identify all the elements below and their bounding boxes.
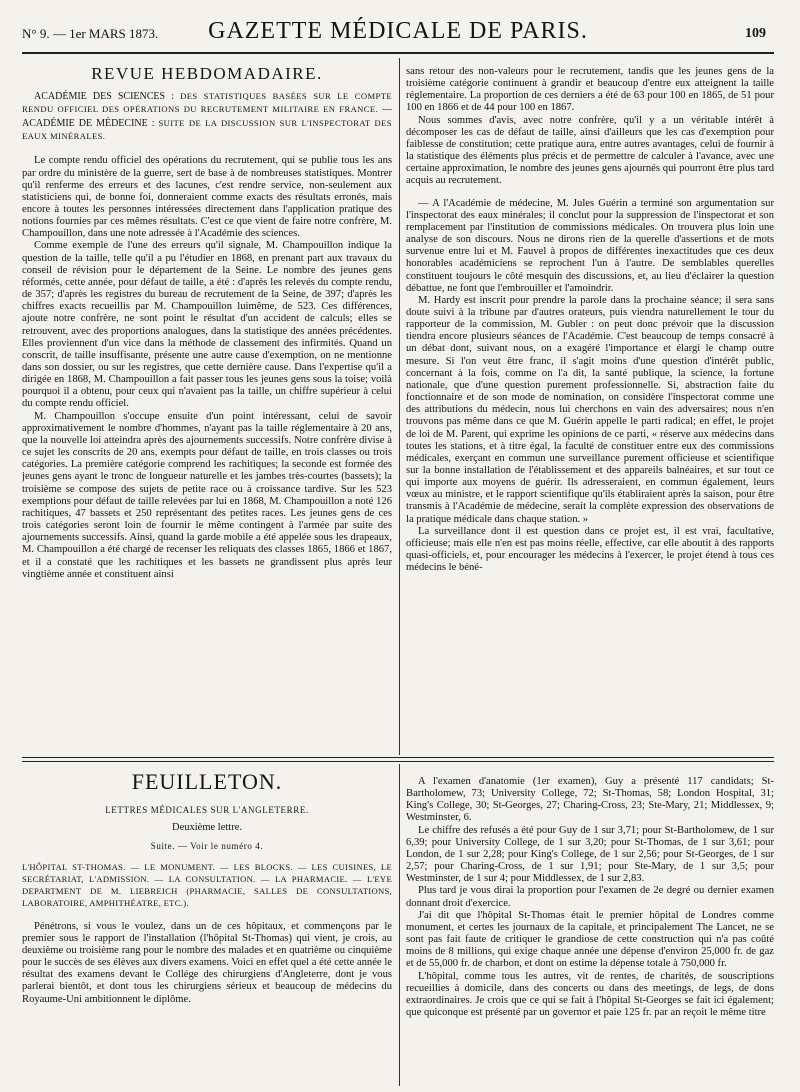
- revue-left-column: [22, 66, 392, 754]
- summary-eaux-minerales: SUITE DE LA DISCUSSION SUR L'INSPECTORAT DES EAUX MINÉRALES.: [22, 117, 392, 142]
- column-divider: [399, 58, 400, 755]
- paragraph: — A l'Académie de médecine, M. Jules Guérin a terminé son argumentation sur l'inspectorat des eaux minérales; il conclut pour la suppression de l'inspectorat et son remplacement par l'institution de commissions médicales. On trouvera plus loin une analyse de son discours. Nous ne dirons rien de la querelle d'assertions et de mots survenue entre lui et M. Fauvel à propos de différentes inexactitudes que ces deux honorables académiciens se reprochent l'un à l'autre. De semblables querelles constituent toujours le côté mesquin des discussions, et, au lieu d'éclairer la question débattue, ne font que l'embrouiller et l'amoindrir.: [406, 197, 774, 294]
- paragraph: L'hôpital, comme tous les autres, vit de rentes, de charités, de souscriptions recueillies à domicile, dans des concerts ou dans des meetings, de legs, de dons extraordinaires. Je crois que ce qui se fait à l'hôpital St-Georges se fait ici également; que quiconque est présenté par un governor et paie 125 fr. par an reçoit le même titre: [406, 970, 774, 1018]
- summary-academie-medecine: — ACADÉMIE DE MÉDECINE :: [22, 104, 392, 129]
- feuilleton-summary: L'HÔPITAL ST-THOMAS. — LE MONUMENT. — LES BLOCKS. — LES CUISINES, LE SECRÉTARIAT, L'ADMISSION. — LA CONSULTATION. — LA PHARMACIE. — L'EYE DEPARTMENT DE M. LIEBREICH (PHARMACIE, SALLES DE CONSULTATIONS, LABORATOIRE, AMPHITHÉATRE, ETC.).: [22, 861, 392, 908]
- revue-right-column: [406, 66, 774, 754]
- revue-title: REVUE HEBDOMADAIRE.: [91, 66, 323, 83]
- paragraph: Le chiffre des refusés a été pour Guy de 1 sur 3,71; pour St-Bartholomew, de 1 sur 6,39; pour University College, de 1 sur 3,20; pour St-Thomas, de 1 sur 3,61; pour London, de 1 sur 2,28; pour King's College, de 1 sur 2,56; pour St-Georges, de 1 sur 2,57; pour Charing-Cross, de 1 sur 1,91; pour Ste-Mary, de 1 sur 3,5; pour Westminster, de 1 sur 4; pour Middlessex, de 1 sur 2,83.: [406, 824, 774, 885]
- feuilleton-rule: [22, 757, 774, 758]
- letter-number: Deuxième lettre.: [172, 822, 242, 834]
- paragraph: M. Champouillon s'occupe ensuite d'un point intéressant, celui de savoir approximativement le nombre d'hommes, n'ayant pas la taille réglementaire à 20 ans, que la nouvelle loi atteindra après des ajournements successifs. Notre confrère divise à ce sujet les conscrits de 20 ans, exempts pour défaut de taille, en trois classes ou trois catégories. La première catégorie comprend les rachitiques; la seconde est formée des jeunes gens ayant le tronc de longueur naturelle et les jambes très-courtes (bassets); la troisième se compose des sujets de petite race ou à croissance tardive. Sur les 523 exemptions pour défaut de taille relevées par lui en 1868, M. Champouillon a noté 126 rachitiques, 47 bassets et 250 représentant des petites races. Les jeunes gens de ces trois catégories seront loin de fournir le même contingent à l'armée par suite des ajournements successifs. Ainsi, quand la garde mobile a été appelée sous les drapeaux, M. Champouillon a été chargé de recenser les reliquats des classes 1865, 1866 et 1867, et il a constaté que les rachitiques et les bassets ne grandissent plus après leur vingtième année et constituent ainsi: [22, 410, 392, 580]
- feuilleton-rule-double: [22, 761, 774, 762]
- paragraph: Le compte rendu officiel des opérations du recrutement, qui se publie tous les ans par ordre du ministère de la guerre, sert de base à de nombreuses statistiques. Montrer qu'il renferme des erreurs et des lacunes, c'est rendre service, non-seulement aux statisticiens qui, de bonne foi, donneraient comme exacts des résultats erronés, mais encore à toutes les personnes intéressées directement dans l'application pratique des notions fournies par ces mêmes résultats. C'est ce que vient de faire notre confrère, M. Champouillon, dans une note adressée à l'Académie des sciences.: [22, 155, 392, 240]
- header-rule: [22, 52, 774, 54]
- paragraph: Pénétrons, si vous le voulez, dans un de ces hôpitaux, et commençons par le premier sous le rapport de l'installation (l'hôpital St-Thomas) qui vient, je crois, au deuxième ou troisième rang pour le nombre des malades et en quatrième ou cinquième pour le succès de ses élèves aux divers examens. Voici en effet quel a été cette année le résultat des examens devant le Collége des chirurgiens d'Angleterre, dont je vous parlerai bientôt, et dont tous les chirurgiens sérieux et beaucoup de médecins du Royaume-Uni ambitionnent le diplôme.: [22, 920, 392, 1005]
- paragraph: Comme exemple de l'une des erreurs qu'il signale, M. Champouillon indique la question de la taille, telle qu'il a pu l'étudier en 1868, en prenant part aux travaux du conseil de révision pour le département de la Seine. Le nombre des jeunes gens réformés, cette année, pour défaut de taille, a été : d'après les relevés du compte rendu, de 357; d'après les registres du bureau de recrutement de la Seine, de 397; d'après les chiffres exacts recueillis par M. Champouillon luimême, de 523. Ces différences, ajoute notre confrère, ne sont point le résultat d'un accident de calculs; elles se retrouvent, avec des proportions analogues, dans la statistique des années précédentes. Elles proviennent d'un vice dans la méthode de classement des infirmités. Quand un conscrit, de taille insuffisante, présente une autre cause d'exemption, on ne mentionne dans son dossier, ou sur les registres, que cette dernière cause. Dans l'expertise qu'il a dirigée en 1868, M. Champouillon a fait passer tous les jeunes gens sous la toise; voilà pourquoi il a obtenu, pour ceux qui n'avaient pas la taille, un chiffre supérieur à celui du compte rendu officiel.: [22, 240, 392, 410]
- paragraph: M. Hardy est inscrit pour prendre la parole dans la prochaine séance; il sera sans doute suivi à la tribune par d'autres orateurs, puis viendra naturellement le tour du rapporteur de la commission, M. Gubler : on peut donc prévoir que la discussion tiendra encore plusieurs séances de l'Académie. C'est beaucoup de temps consacré à un débat dont, suivant nous, on a exagéré l'importance et élargi le champ outre mesure. Si l'on veut être franc, il s'agit moins d'une question d'intérêt public, concernant à la fois, comme on l'a dit, la santé publique, la science, la fortune nationale, que d'une question purement professionnelle. Si, abstraction faite du fonctionnaire et de son mode de nomination, on considère l'inspectorat comme une des attributions du médecin, nous lui cherchons en vain des adversaires; nous n'en trouvons pas même dans ce que M. Guérin appelle le parti radical; en effet, le projet de loi de M. Parent, qui exprime les opinions de ce parti, « réserve aux médecins dans toutes les stations, et à titre égal, la faculté de constituer entre eux des commissions médicales, exerçant en commun une surveillance purement officieuse et scientifique sur la bonne installation de l'établissement et des appareils balnéaires, et sur tout ce qui importe aux moyens de guérir. Ils adresseraient, en commun également, leurs vœux au ministre, et le rapport scientifique qu'ils établiraient après la saison, pour être transmis à l'Académie de médecine, serait la complète expression des observations de la pratique médicale dans chaque station. »: [406, 294, 774, 525]
- continuation-note: Suite. — Voir le numéro 4.: [150, 841, 264, 852]
- page-number: 109: [745, 26, 766, 41]
- revue-summary: [22, 90, 392, 143]
- paragraph: Nous sommes d'avis, avec notre confrère, qu'il y a un véritable intérêt à décomposer les cas de défaut de taille, ainsi d'ailleurs que les cas d'exemption pour faiblesse de constitution; cette pratique aura, entre autres avantages, celui de fournir à la statistique des éléments plus précis et de permettre de calculer à l'avance, avec une certaine approximation, le nombre des jeunes gens ajournés qui pourront être plus tard acquis au recrutement.: [406, 114, 774, 187]
- journal-title: GAZETTE MÉDICALE DE PARIS.: [208, 18, 588, 44]
- summary-academie-sciences: ACADÉMIE DES SCIENCES :: [34, 91, 181, 103]
- issue-date: N° 9. — 1er MARS 1873.: [22, 26, 159, 41]
- paragraph: J'ai dit que l'hôpital St-Thomas était le premier hôpital de Londres comme monument, et certes les journaux de la capitale, et principalement The Lancet, ne se sont pas fait faute de critiquer le grandiose de cette construction qui n'a pas coûté moins de 8 millions, qui exige chaque année une dépense d'environ 25,000 fr. de gaz et de 55,000 fr. de charbon, et dont on estime la dépense totale à 750,000 fr.: [406, 909, 774, 970]
- masthead: [22, 14, 774, 50]
- column-divider: [399, 764, 400, 1086]
- feuilleton-right-column: [406, 776, 774, 1088]
- paragraph: La surveillance dont il est question dans ce projet est, il est vrai, facultative, officieuse; mais elle n'en est pas moins réelle, effective, car elle aboutit à des rapports quasi-officiels, et, pour encourager les médecins à l'exercer, le projet étend à tous ces médecins le béné-: [406, 525, 774, 574]
- paragraph: Plus tard je vous dirai la proportion pour l'examen de 2e degré ou dernier examen donnant droit d'exercice.: [406, 885, 774, 909]
- paragraph: sans retour des non-valeurs pour le recrutement, tandis que les jeunes gens de la troisième catégorie continuent à grandir et beaucoup d'entre eux atteignent la taille réglementaire. La proportion de ces derniers a été de 63 pour 100 en 1865, de 51 pour 100 en 1866 et de 44 pour 100 en 1867.: [406, 66, 774, 114]
- feuilleton-title: FEUILLETON.: [131, 769, 283, 794]
- feuilleton-subtitle: LETTRES MÉDICALES SUR L'ANGLETERRE.: [105, 805, 309, 816]
- paragraph: A l'examen d'anatomie (1er examen), Guy a présenté 117 candidats; St-Bartholomew, 73; University College, 72; St-Thomas, 58; London Hospital, 31; King's College, 30; St-Georges, 27; Charing-Cross, 23; Ste-Mary, 21; Middlessex, 9; Westminster, 6.: [406, 776, 774, 824]
- feuilleton-left-column: [22, 768, 392, 1086]
- summary-recrutement: DES STATISTIQUES BASÉES SUR LE COMPTE RENDU OFFICIEL DES OPÉRATIONS DU RECRUTEMENT MILITAIRE EN FRANCE.: [22, 91, 392, 115]
